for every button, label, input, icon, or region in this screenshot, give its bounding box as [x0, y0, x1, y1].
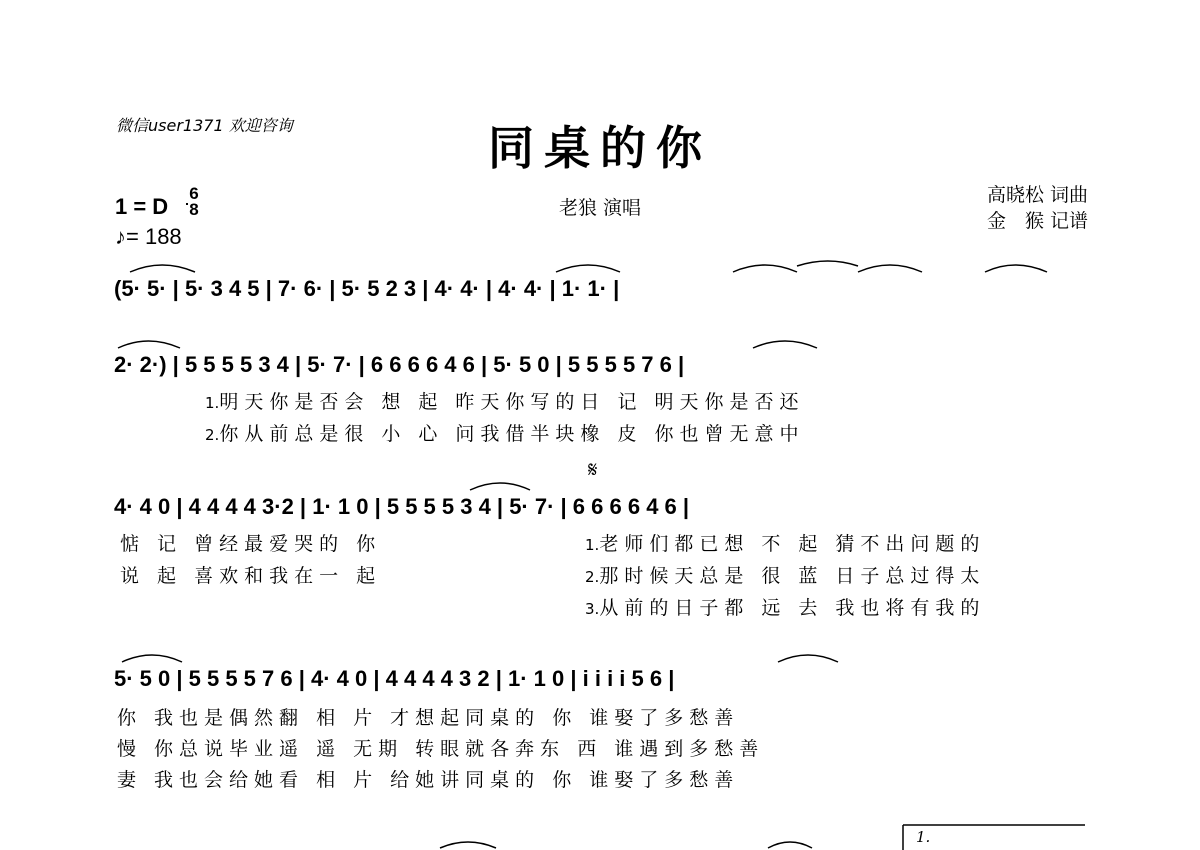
lyrics-line-4-verse-3: 妻 我也会给她看 相 片 给她讲同桌的 你 谁娶了多愁善 [117, 769, 740, 791]
time-signature-bottom: 8 [189, 200, 199, 219]
slur [858, 265, 922, 272]
slur [768, 842, 812, 848]
verse-number: 1. [205, 394, 220, 412]
slur [440, 842, 496, 848]
lyric-text: 明天你是否会 想 起 昨天你写的日 记 明天你是否还 [219, 391, 805, 413]
slur [470, 483, 530, 490]
lyric-text: 你从前总是很 小 心 问我借半块橡 皮 你也曾无意中 [219, 423, 805, 445]
slur [556, 265, 620, 272]
lyrics-line-3-left-1: 惦 记 曾经最爱哭的 你 [120, 533, 382, 555]
notation-line-1: (5· 5· | 5· 3 4 5 | 7· 6· | 5· 5 2 3 | 4· 4· | 4· 4· | 1· 1· | [114, 276, 620, 301]
slur [733, 265, 797, 272]
lyric-text: 老师们都已想 不 起 猜不出问题的 [599, 533, 986, 555]
verse-number: 2. [585, 568, 600, 586]
ending-label: 1. [916, 828, 931, 846]
time-signature-top: 6 [189, 184, 199, 203]
slur [122, 655, 182, 662]
tempo-marking: ♪= 188 [115, 224, 182, 249]
slur [797, 261, 858, 266]
lyric-text: 那时候天总是 很 蓝 日子总过得太 [599, 565, 986, 587]
lyrics-line-3-left-2: 说 起 喜欢和我在一 起 [120, 565, 382, 587]
song-title: 同桌的你 [488, 121, 712, 175]
slur [118, 341, 180, 348]
watermark: 微信user1371 欢迎咨询 [116, 116, 293, 135]
notation-line-2: 2· 2·) | 5 5 5 5 3 4 | 5· 7· | 6 6 6 6 4 6 | 5· 5 0 | 5 5 5 5 7 6 | [114, 352, 685, 377]
slur [985, 265, 1047, 272]
notation-line-3: 4· 4 0 | 4 4 4 4 3·2 | 1· 1 0 | 5 5 5 5 3 4 | 5· 7· | 6 6 6 6 4 6 | [114, 494, 690, 519]
lyrics-line-4-verse-1: 你 我也是偶然翻 相 片 才想起同桌的 你 谁娶了多愁善 [117, 707, 740, 729]
lyrics-line-4-verse-2: 慢 你总说毕业遥 遥 无期 转眼就各奔东 西 谁遇到多愁善 [117, 738, 765, 760]
verse-number: 2. [205, 426, 220, 444]
singer-credit: 老狼 演唱 [558, 197, 642, 219]
lyric-text: 从前的日子都 远 去 我也将有我的 [599, 597, 986, 619]
key-signature: 1 = D [115, 194, 169, 219]
slur [778, 655, 838, 662]
slur [753, 341, 817, 348]
slur [130, 265, 195, 272]
verse-number: 1. [585, 536, 600, 554]
verse-number: 3. [585, 600, 600, 618]
composer-credit: 高晓松 词曲 [986, 184, 1088, 206]
segno-sign: 𝄋 [588, 458, 598, 483]
notation-line-4: 5· 5 0 | 5 5 5 5 7 6 | 4· 4 0 | 4 4 4 4 3 2 | 1· 1 0 | i i i i 5 6 | [114, 666, 675, 691]
transcriber-credit: 金 猴 记谱 [986, 210, 1088, 232]
